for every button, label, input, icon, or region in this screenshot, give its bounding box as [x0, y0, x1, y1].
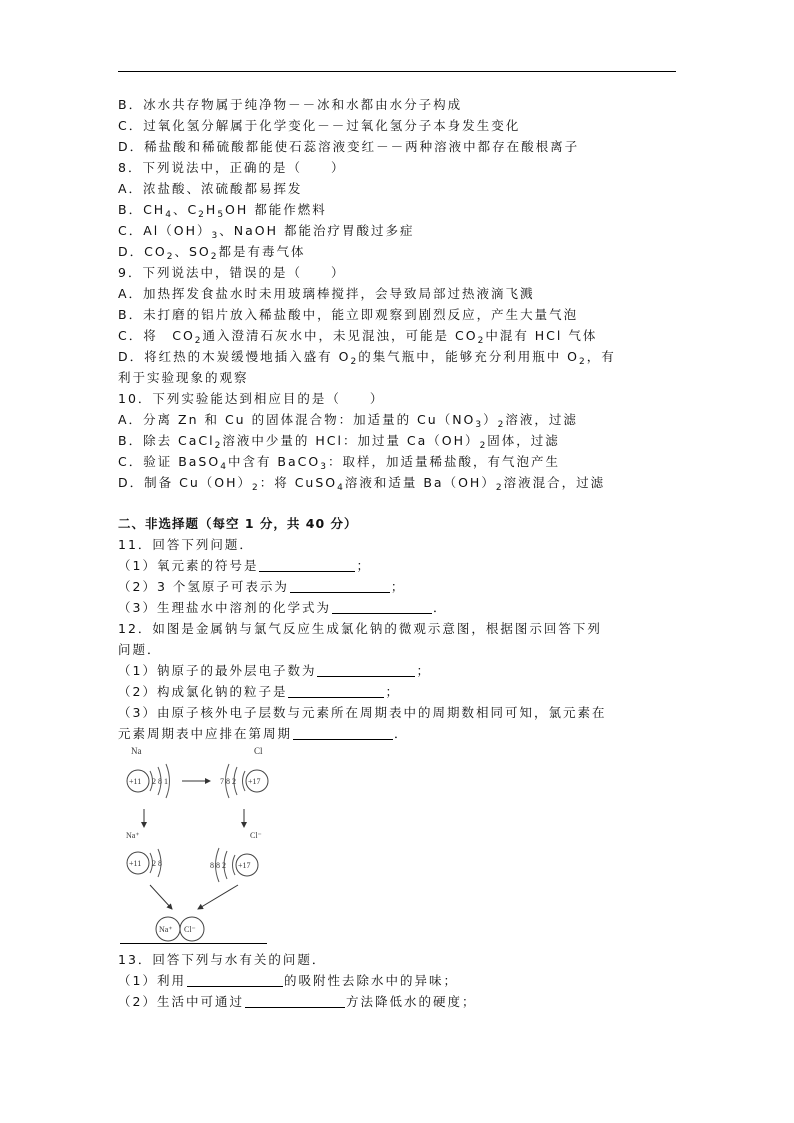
answer-blank[interactable] [293, 727, 393, 740]
sodium-chloride-diagram [120, 743, 280, 943]
q8-option-c: C．$Al(OH)_3$、NaOH 都能治疗胃酸过多症 [118, 223, 415, 241]
na-label: Na [131, 746, 142, 756]
q10-option-d: D．制备 $Cu(OH)_2$：将 CuSO$_4$溶液和适量 $Ba(OH)_2$溶液混合，过滤 [118, 475, 606, 493]
cl-shell-electrons: 7 8 2 [220, 777, 236, 786]
cl-ion-label: Cl⁻ [250, 831, 262, 840]
q8-stem: 8．下列说法中，正确的是（ ） [118, 160, 346, 175]
cl-ion-arrow [198, 885, 238, 909]
q9-option-d-cont: 利于实验现象的观察 [118, 370, 249, 385]
na-ion-sphere-label: Na⁺ [159, 925, 173, 934]
q10-option-b: B．除去 CaCl$_2$溶液中少量的 HCl：加过量 $Ca(OH)_2$固体，过滤 [118, 433, 560, 451]
q8-option-b: B．$CH_4$、$C_2H_5OH$ 都能作燃料 [118, 202, 327, 220]
q12-part-1: （1）钠原子的最外层电子数为 ； [118, 663, 431, 678]
q10-option-a: A．分离 Zn 和 Cu 的固体混合物：加适量的 $Cu(NO_3)_2$溶液，过滤 [118, 412, 578, 430]
na-ion-label: Na⁺ [126, 831, 140, 840]
q7-option-c: C．过氧化氢分解属于化学变化－－过氧化氢分子本身发生变化 [118, 118, 521, 133]
q10-stem: 10．下列实验能达到相应目的是（ ） [118, 391, 385, 406]
q11-part-1: （1）氧元素的符号是 ； [118, 558, 371, 573]
answer-blank[interactable] [259, 559, 355, 572]
q9-option-c: C．将 $CO_2$通入澄清石灰水中，未见混浊，可能是 $CO_2$中混有 HCl 气体 [118, 328, 598, 346]
answer-blank[interactable] [317, 664, 415, 677]
section-2-title: 二、非选择题（每空 1 分，共 40 分） [118, 516, 358, 531]
na-nucleus-charge: +11 [129, 777, 142, 786]
na-ion-charge: +11 [129, 859, 142, 868]
q11-part-2: （2）3 个氢原子可表示为 ； [118, 579, 406, 594]
answer-blank[interactable] [290, 580, 390, 593]
answer-blank[interactable] [332, 601, 432, 614]
na-ion-arrow [150, 885, 172, 909]
q13-part-1: （1）利用 的吸附性去除水中的异味； [118, 973, 458, 988]
cl-ion-charge: +17 [238, 861, 251, 870]
q12-part-2: （2）构成氯化钠的粒子是 ； [118, 684, 400, 699]
diagram-footnote-rule [120, 943, 267, 944]
q12-stem-cont: 问题． [118, 642, 162, 657]
q7-option-b: B．冰水共存物属于纯净物－－冰和水都由水分子构成 [118, 97, 463, 112]
q9-stem: 9．下列说法中，错误的是（ ） [118, 265, 346, 280]
cl-nucleus-charge: +17 [248, 777, 261, 786]
na-ion-shell-electrons: 2 8 [152, 859, 162, 868]
q10-option-c: C．验证 BaSO$_4$中含有 BaCO$_3$：取样，加适量稀盐酸，有气泡产生 [118, 454, 560, 472]
q9-option-a: A．加热挥发食盐水时未用玻璃棒搅拌，会导致局部过热液滴飞溅 [118, 286, 535, 301]
q9-option-d: D．将红热的木炭缓慢地插入盛有 $O_2$的集气瓶中，能够充分利用瓶中 $O_2$，有 [118, 349, 616, 367]
q13-stem: 13．回答下列与水有关的问题． [118, 952, 327, 967]
q7-option-d: D．稀盐酸和稀硫酸都能使石蕊溶液变红－－两种溶液中都存在酸根离子 [118, 139, 580, 154]
header-rule [118, 71, 676, 72]
cl-ion-shell-electrons: 8 8 2 [210, 861, 226, 870]
na-shell-electrons: 2 8 1 [152, 777, 168, 786]
cl-ion-sphere-label: Cl⁻ [184, 925, 196, 934]
q8-option-a: A．浓盐酸、浓硫酸都易挥发 [118, 181, 303, 196]
cl-label: Cl [254, 746, 263, 756]
q9-option-b: B．未打磨的铝片放入稀盐酸中，能立即观察到剧烈反应，产生大量气泡 [118, 307, 579, 322]
q12-stem: 12．如图是金属钠与氯气反应生成氯化钠的微观示意图，根据图示回答下列 [118, 621, 602, 636]
answer-blank[interactable] [288, 685, 384, 698]
q8-option-d: D．$CO_2$、$SO_2$都是有毒气体 [118, 244, 306, 262]
answer-blank[interactable] [245, 995, 345, 1008]
q12-part-3: （3）由原子核外电子层数与元素所在周期表中的周期数相同可知，氯元素在 [118, 705, 607, 720]
q11-stem: 11．回答下列问题． [118, 537, 254, 552]
q13-part-2: （2）生活中可通过 方法降低水的硬度； [118, 994, 477, 1009]
q12-part-3-cont: 元素周期表中应排在第周期 ． [118, 726, 409, 741]
answer-blank[interactable] [187, 974, 283, 987]
q11-part-3: （3）生理盐水中溶剂的化学式为 ． [118, 600, 448, 615]
